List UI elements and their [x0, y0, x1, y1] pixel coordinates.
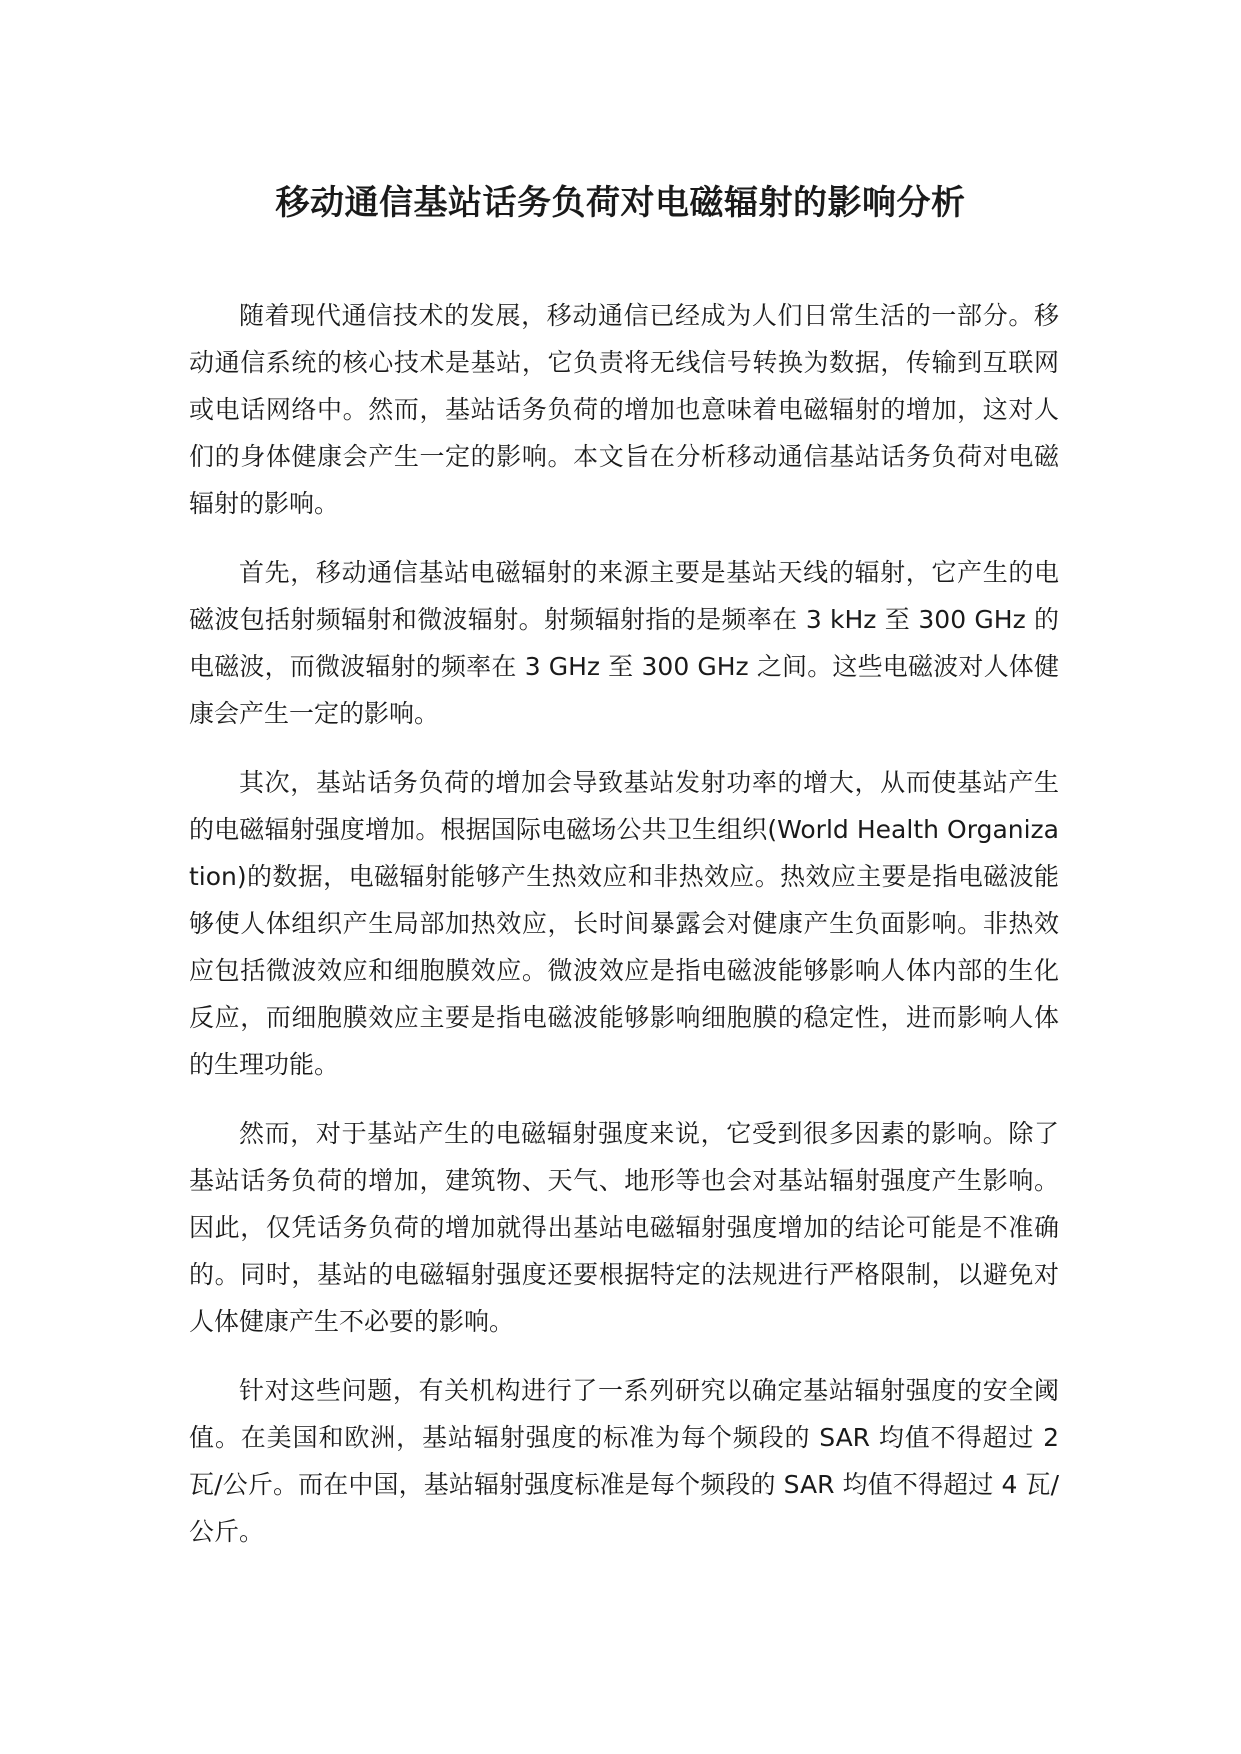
paragraph-2: 首先，移动通信基站电磁辐射的来源主要是基站天线的辐射，它产生的电磁波包括射频辐射和微波辐射。射频辐射指的是频率在 3 kHz 至 300 GHz 的电磁波，而微波辐射的频率在 3 GHz 至 300 GHz 之间。这些电磁波对人体健康会产生一定的影响。 [189, 558, 1059, 728]
paragraph-3: 其次，基站话务负荷的增加会导致基站发射功率的增大，从而使基站产生的电磁辐射强度增加。根据国际电磁场公共卫生组织(World Health Organization)的数据，电磁辐射能够产生热效应和非热效应。热效应主要是指电磁波能够使人体组织产生局部加热效应，长时间暴露会对健康产生负面影响。非热效应包括微波效应和细胞膜效应。微波效应是指电磁波能够影响人体内部的生化反应，而细胞膜效应主要是指电磁波能够影响细胞膜的稳定性，进而影响人体的生理功能。 [189, 768, 1059, 1079]
document-body [189, 292, 1059, 1577]
paragraph-1: 随着现代通信技术的发展，移动通信已经成为人们日常生活的一部分。移动通信系统的核心技术是基站，它负责将无线信号转换为数据，传输到互联网或电话网络中。然而，基站话务负荷的增加也意味着电磁辐射的增加，这对人们的身体健康会产生一定的影响。本文旨在分析移动通信基站话务负荷对电磁辐射的影响。 [189, 301, 1059, 518]
paragraph-5: 针对这些问题，有关机构进行了一系列研究以确定基站辐射强度的安全阈值。在美国和欧洲，基站辐射强度的标准为每个频段的 SAR 均值不得超过 2 瓦/公斤。而在中国，基站辐射强度标准是每个频段的 SAR 均值不得超过 4 瓦/公斤。 [189, 1376, 1059, 1546]
paragraph-4: 然而，对于基站产生的电磁辐射强度来说，它受到很多因素的影响。除了基站话务负荷的增加，建筑物、天气、地形等也会对基站辐射强度产生影响。因此，仅凭话务负荷的增加就得出基站电磁辐射强度增加的结论可能是不准确的。同时，基站的电磁辐射强度还要根据特定的法规进行严格限制，以避免对人体健康产生不必要的影响。 [189, 1119, 1059, 1336]
document-title: 移动通信基站话务负荷对电磁辐射的影响分析 [275, 183, 966, 223]
